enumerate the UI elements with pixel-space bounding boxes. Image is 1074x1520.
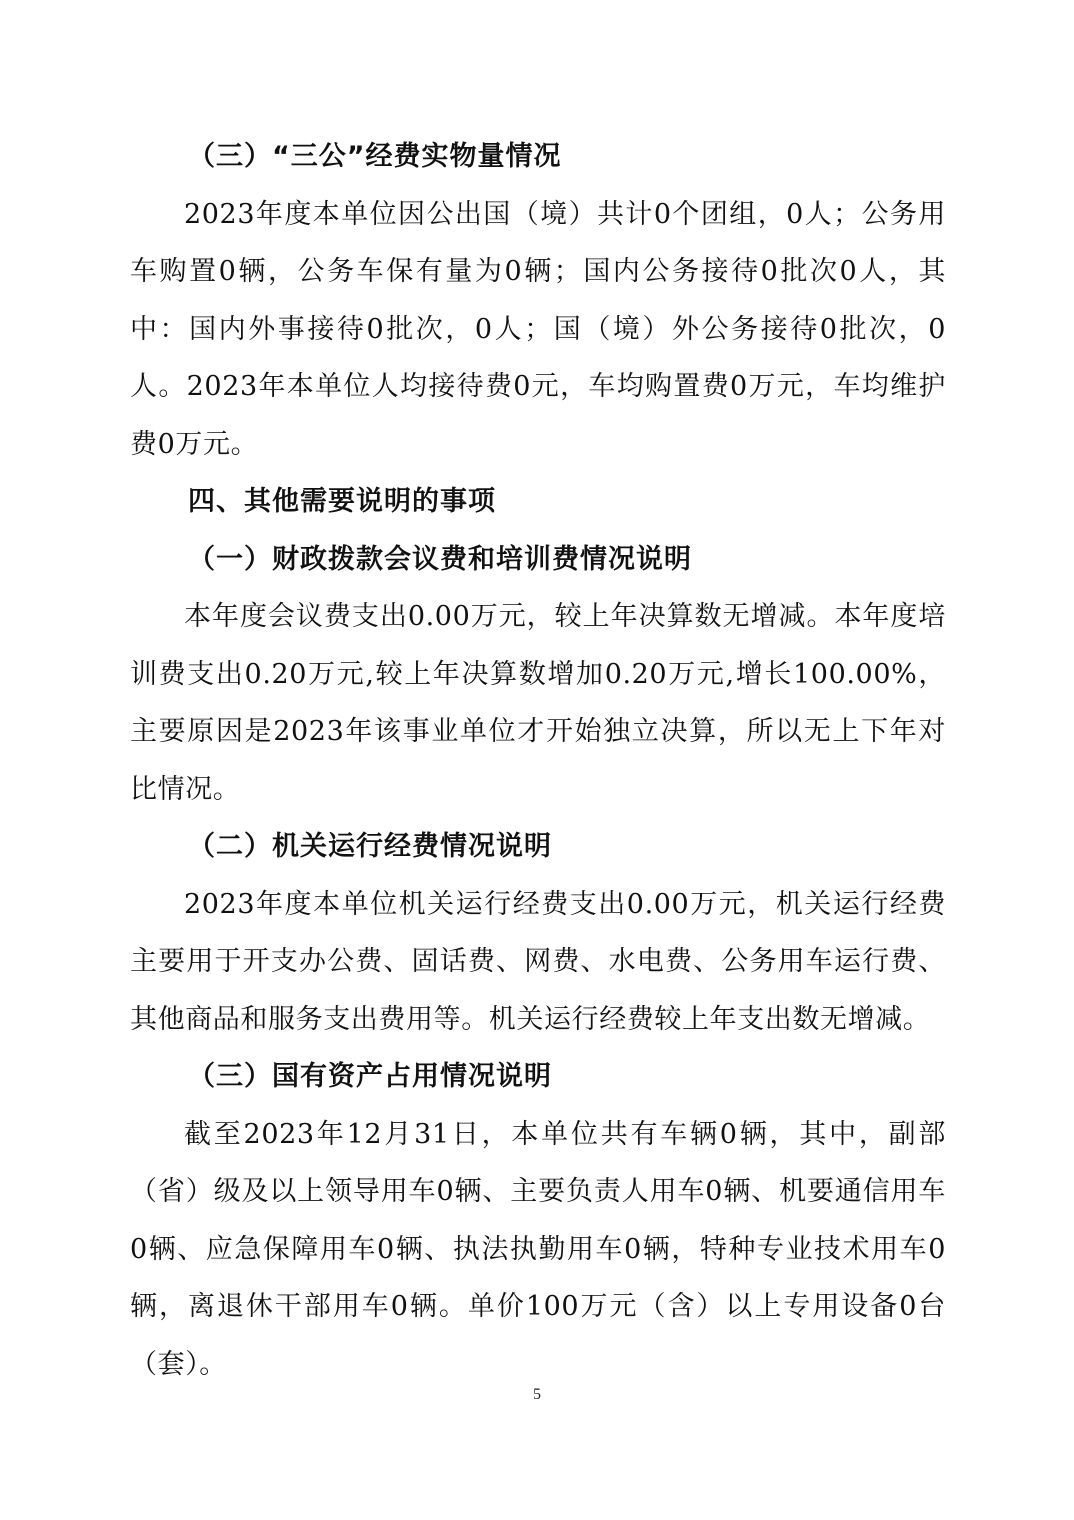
document-body <box>130 128 946 1393</box>
heading-operating-expenses: （二）机关运行经费情况说明 <box>188 831 552 862</box>
paragraph-operating-expenses: 2023年度本单位机关运行经费支出0.00万元，机关运行经费主要用于开支办公费、固话费、网费、水电费、公务用车运行费、其他商品和服务支出费用等。机关运行经费较上年支出数无增减。 <box>130 888 946 1035</box>
heading-state-assets: （三）国有资产占用情况说明 <box>188 1061 552 1092</box>
paragraph-three-public-quantity: 2023年度本单位因公出国（境）共计0个团组，0人；公务用车购置0辆，公务车保有量为0辆；国内公务接待0批次0人，其中：国内外事接待0批次，0人；国（境）外公务接待0批次，0人。2023年本单位人均接待费0元，车均购置费0万元，车均维护费0万元。 <box>130 198 946 460</box>
page-number: 5 <box>533 1386 541 1403</box>
paragraph-meeting-training-fees: 本年度会议费支出0.00万元，较上年决算数无增减。本年度培训费支出0.20万元,较上年决算数增加0.20万元,增长100.00%，主要原因是2023年该事业单位才开始独立决算，所以无上下年对比情况。 <box>130 601 946 805</box>
heading-other-matters: 四、其他需要说明的事项 <box>188 486 496 517</box>
heading-three-public-quantity: （三）“三公”经费实物量情况 <box>188 141 562 172</box>
heading-meeting-training-fees: （一）财政拨款会议费和培训费情况说明 <box>188 543 692 575</box>
paragraph-state-assets: 截至2023年12月31日，本单位共有车辆0辆，其中，副部（省）级及以上领导用车0辆、主要负责人用车0辆、机要通信用车0辆、应急保障用车0辆、执法执勤用车0辆，特种专业技术用车0辆，离退休干部用车0辆。单价100万元（含）以上专用设备0台（套）。 <box>130 1118 946 1380</box>
